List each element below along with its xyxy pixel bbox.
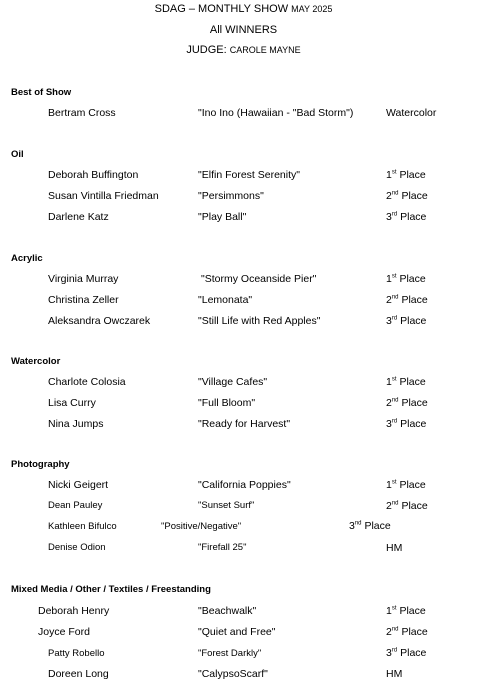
entry-place: [386, 169, 426, 181]
place-number: 3: [386, 647, 392, 659]
place-number: 2: [386, 397, 392, 409]
entry-artist: Kathleen Bifulco: [48, 521, 117, 532]
entry-place: [386, 500, 428, 512]
document-title: [0, 3, 487, 15]
entry-title: "Ino Ino (Hawaiian - "Bad Storm"): [198, 107, 354, 119]
entry-title: "Positive/Negative": [161, 521, 242, 532]
section-title-photography: Photography: [11, 459, 70, 470]
entry-title: "Quiet and Free": [198, 626, 276, 638]
place-suffix: nd: [391, 190, 399, 197]
section-title-acrylic: Acrylic: [11, 253, 43, 264]
place-suffix: rd: [391, 211, 398, 218]
entry-title: "CalypsoScarf": [198, 668, 268, 680]
entry-place: [386, 479, 426, 491]
entry-artist: Charlote Colosia: [48, 376, 126, 388]
place-number: 1: [386, 376, 392, 388]
place-word: Place: [401, 626, 428, 638]
entry-award: Watercolor: [386, 107, 437, 119]
place-suffix: nd: [391, 626, 399, 633]
entry-title: "Ready for Harvest": [198, 418, 291, 430]
entry-title: "Sunset Surf": [198, 500, 255, 511]
entry-place: [386, 397, 428, 409]
place-number: 3: [386, 315, 392, 327]
place-word: Place: [400, 647, 427, 659]
document-subtitle: All WINNERS: [209, 24, 278, 36]
entry-artist: Christina Zeller: [48, 294, 119, 306]
entry-place: [386, 605, 426, 617]
place-word: Place: [399, 273, 426, 285]
judge-line: [0, 44, 487, 56]
place-number: 2: [386, 500, 392, 512]
place-suffix: rd: [391, 647, 398, 654]
place-word: Place: [364, 520, 391, 532]
title-date: MAY 2025: [291, 4, 333, 14]
entry-place: [386, 626, 428, 638]
entry-title: "Elfin Forest Serenity": [198, 169, 300, 181]
place-word: Place: [401, 190, 428, 202]
judge-name: CAROLE MAYNE: [229, 45, 301, 55]
entry-title: "Play Ball": [198, 211, 247, 223]
entry-artist: Nina Jumps: [48, 418, 104, 430]
place-suffix: st: [391, 376, 397, 383]
entry-title: "Firefall 25": [198, 542, 247, 553]
place-word: Place: [399, 376, 426, 388]
entry-artist: Dean Pauley: [48, 500, 103, 511]
title-main: SDAG – MONTHLY SHOW: [154, 3, 289, 15]
place-word: Place: [399, 479, 426, 491]
section-title-watercolor: Watercolor: [11, 356, 61, 367]
place-suffix: nd: [391, 500, 399, 507]
entry-title: "California Poppies": [198, 479, 291, 491]
entry-place: [386, 418, 426, 430]
place-word: Place: [401, 500, 428, 512]
entry-place: [386, 315, 426, 327]
place-number: 2: [386, 294, 392, 306]
place-word: Place: [401, 397, 428, 409]
entry-artist: Denise Odion: [48, 542, 106, 553]
entry-place: [386, 190, 428, 202]
place-number: 1: [386, 273, 392, 285]
entry-artist: Doreen Long: [48, 668, 109, 680]
place-number: 1: [386, 169, 392, 181]
place-suffix: st: [391, 273, 397, 280]
entry-artist: Nicki Geigert: [48, 479, 109, 491]
entry-artist: Deborah Buffington: [48, 169, 139, 181]
entry-artist: Virginia Murray: [48, 273, 119, 285]
entry-artist: Susan Vintilla Friedman: [48, 190, 159, 202]
place-number: 2: [386, 190, 392, 202]
entry-title: "Still Life with Red Apples": [198, 315, 321, 327]
place-word: Place: [400, 315, 427, 327]
section-title-mixed-media: Mixed Media / Other / Textiles / Freestanding: [11, 584, 211, 595]
entry-place: [386, 211, 426, 223]
section-title-best-of-show: Best of Show: [11, 87, 72, 98]
entry-title: "Beachwalk": [198, 605, 257, 617]
entry-title: "Lemonata": [198, 294, 253, 306]
place-number: 3: [349, 520, 355, 532]
judge-label: JUDGE:: [186, 44, 227, 56]
place-suffix: nd: [391, 397, 399, 404]
entry-place: [386, 647, 426, 659]
place-suffix: rd: [391, 418, 398, 425]
place-suffix: nd: [354, 520, 362, 527]
entry-title: "Stormy Oceanside Pier": [201, 273, 317, 285]
entry-title: "Village Cafes": [198, 376, 268, 388]
entry-artist: Deborah Henry: [38, 605, 110, 617]
entry-award: HM: [386, 542, 403, 554]
place-suffix: st: [391, 169, 397, 176]
place-word: Place: [400, 418, 427, 430]
place-word: Place: [399, 169, 426, 181]
place-number: 3: [386, 211, 392, 223]
place-suffix: rd: [391, 315, 398, 322]
entry-place: [386, 376, 426, 388]
entry-artist: Lisa Curry: [48, 397, 96, 409]
place-number: 3: [386, 418, 392, 430]
entry-place: [386, 294, 428, 306]
place-word: Place: [400, 211, 427, 223]
entry-artist: Bertram Cross: [48, 107, 116, 119]
entry-award: HM: [386, 668, 403, 680]
place-suffix: st: [391, 479, 397, 486]
entry-artist: Patty Robello: [48, 648, 105, 659]
entry-place: [349, 520, 391, 532]
entry-artist: Darlene Katz: [48, 211, 109, 223]
place-suffix: nd: [391, 294, 399, 301]
entry-title: "Full Bloom": [198, 397, 256, 409]
place-word: Place: [399, 605, 426, 617]
place-word: Place: [401, 294, 428, 306]
place-suffix: st: [391, 605, 397, 612]
place-number: 1: [386, 479, 392, 491]
section-title-oil: Oil: [11, 149, 24, 160]
entry-artist: Joyce Ford: [38, 626, 90, 638]
entry-place: [386, 273, 426, 285]
place-number: 2: [386, 626, 392, 638]
place-number: 1: [386, 605, 392, 617]
entry-artist: Aleksandra Owczarek: [48, 315, 151, 327]
entry-title: "Forest Darkly": [198, 648, 262, 659]
entry-title: "Persimmons": [198, 190, 264, 202]
